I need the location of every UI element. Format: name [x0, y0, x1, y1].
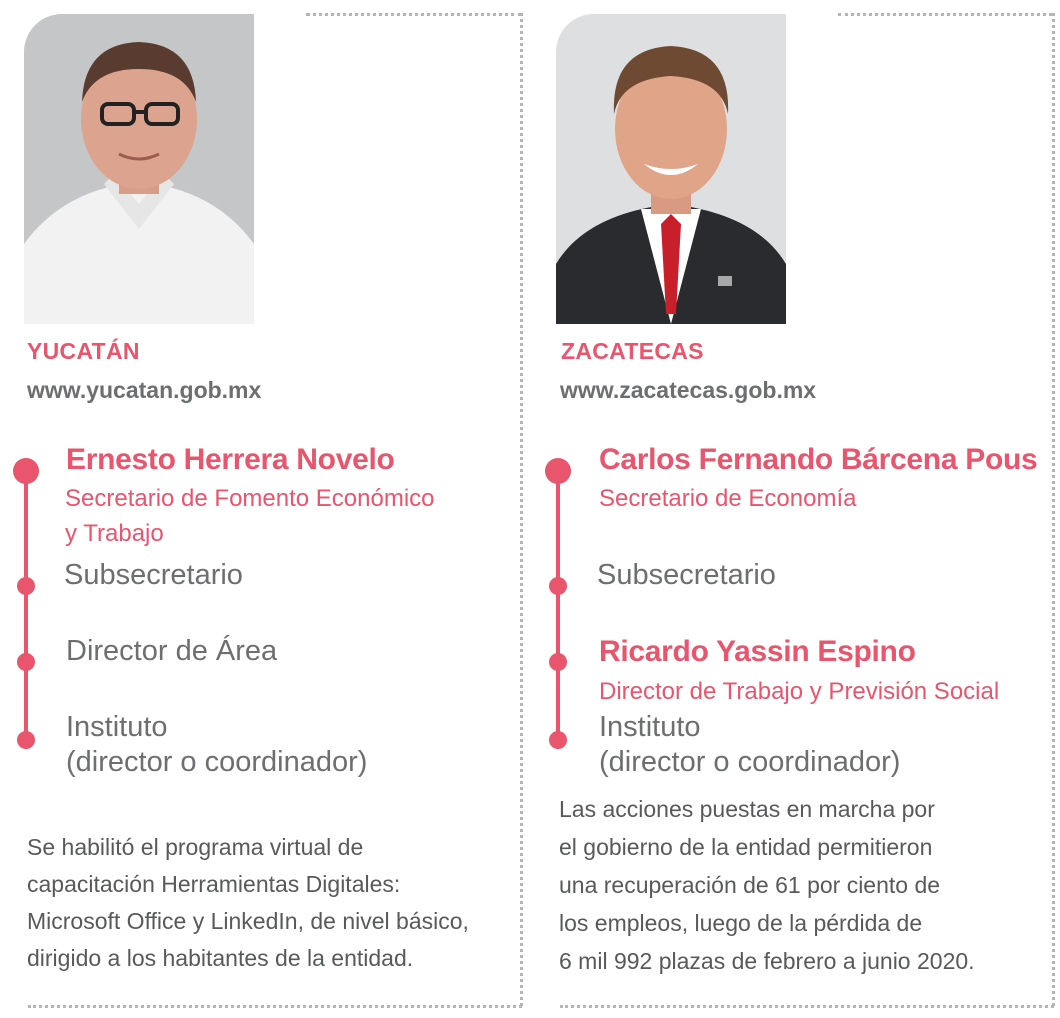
- state-name: ZACATECAS: [561, 338, 704, 364]
- timeline-line: [556, 470, 560, 740]
- secretary-name: Ernesto Herrera Novelo: [66, 443, 395, 476]
- director-name: Ricardo Yassin Espino: [599, 635, 916, 668]
- zacatecas-card: [532, 0, 1038, 1018]
- description-line: Se habilitó el programa virtual de: [27, 834, 364, 860]
- timeline-line: [24, 470, 28, 740]
- state-website-link[interactable]: www.yucatan.gob.mx: [27, 377, 262, 403]
- timeline-dot-director: [549, 653, 567, 671]
- description-line: una recuperación de 61 por ciento de: [559, 872, 941, 898]
- institute-label-line1: Instituto: [599, 711, 701, 743]
- description-line: dirigido a los habitantes de la entidad.: [27, 945, 414, 971]
- secretary-name: Carlos Fernando Bárcena Pous: [599, 443, 1038, 476]
- timeline-dot-institute: [549, 731, 567, 749]
- secretary-title: Secretario de Economía: [599, 485, 857, 512]
- director-label: Director de Área: [66, 635, 278, 667]
- state-name: YUCATÁN: [27, 338, 140, 364]
- description-line: Microsoft Office y LinkedIn, de nivel básico,: [27, 908, 469, 934]
- timeline-dot-secretary: [13, 458, 39, 484]
- description-line: los empleos, luego de la pérdida de: [559, 910, 923, 936]
- subsecretary-label: Subsecretario: [64, 559, 243, 591]
- state-website-link[interactable]: www.zacatecas.gob.mx: [560, 377, 817, 403]
- secretary-title-line2: y Trabajo: [65, 520, 164, 547]
- timeline-dot-director: [17, 653, 35, 671]
- description-line: capacitación Herramientas Digitales:: [27, 871, 401, 897]
- column-divider: [520, 13, 523, 1006]
- yucatan-official-photo: [24, 14, 254, 324]
- description-line: Las acciones puestas en marcha por: [559, 796, 935, 822]
- secretary-title-line1: Secretario de Fomento Económico: [65, 485, 435, 512]
- timeline-dot-institute: [17, 731, 35, 749]
- timeline-dot-subsecretary: [17, 577, 35, 595]
- director-title: Director de Trabajo y Previsión Social: [599, 678, 1000, 705]
- subsecretary-label: Subsecretario: [597, 559, 776, 591]
- yucatan-card: [0, 0, 500, 1018]
- institute-label-line1: Instituto: [66, 711, 168, 743]
- description-line: 6 mil 992 plazas de febrero a junio 2020.: [559, 948, 975, 974]
- timeline-dot-subsecretary: [549, 577, 567, 595]
- description-line: el gobierno de la entidad permitieron: [559, 834, 933, 860]
- zacatecas-official-photo: [556, 14, 786, 324]
- institute-label-line2: (director o coordinador): [599, 746, 901, 778]
- institute-label-line2: (director o coordinador): [66, 746, 368, 778]
- timeline-dot-secretary: [545, 458, 571, 484]
- right-divider: [1052, 13, 1055, 1006]
